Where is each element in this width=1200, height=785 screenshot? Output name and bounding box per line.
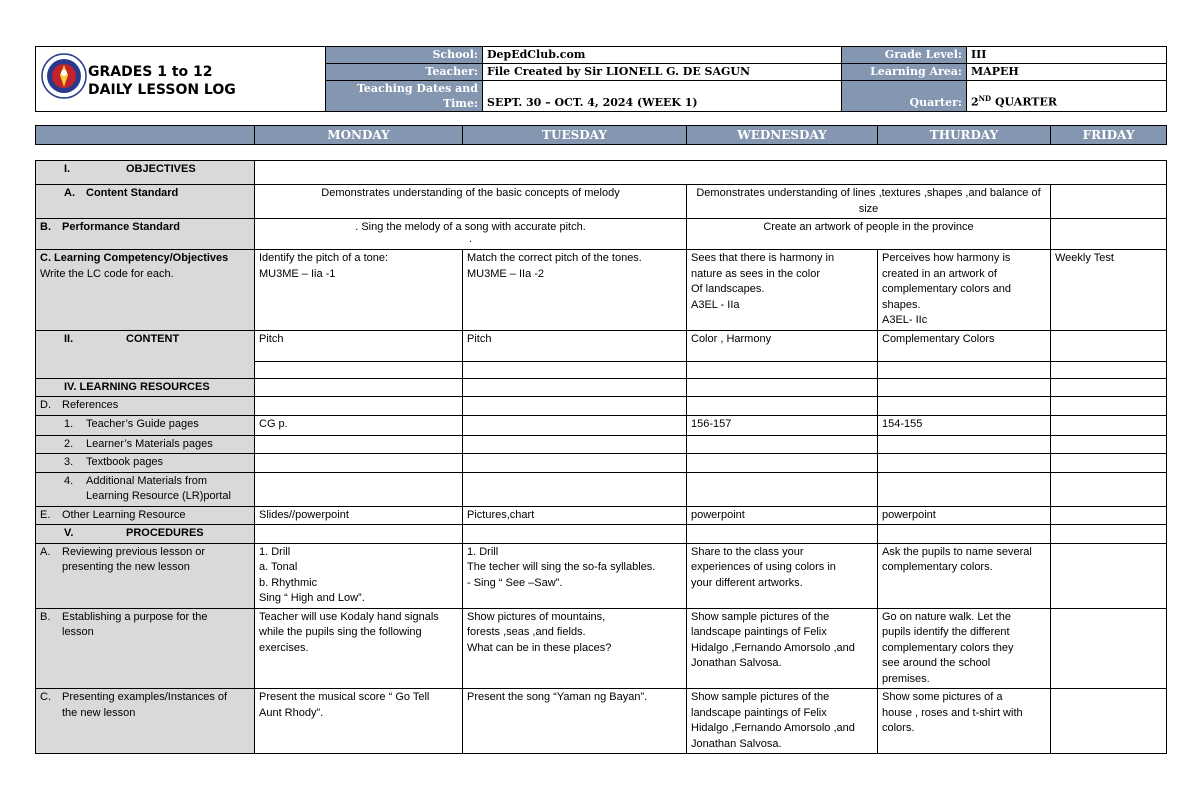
row-competency-label: C. Learning Competency/Objectives Write the LC code for each. (36, 250, 255, 331)
competency-wed: Sees that there is harmony in nature as sees in the color Of landscapes. A3EL - IIa (687, 250, 878, 331)
performance-standard-fri (1051, 219, 1167, 250)
row-additional-materials-label: 4. Additional Materials from Learning Resource (LR)portal (36, 472, 255, 506)
proc-a-mon: 1. Drill a. Tonal b. Rhythmic Sing “ High and Low”. (255, 543, 463, 608)
row-proc-b-label: B. Establishing a purpose for the lesson (36, 608, 255, 689)
teacher-label: Teacher: (326, 64, 483, 81)
row-content-standard-label: A. Content Standard (36, 185, 255, 219)
title-line-2: DAILY LESSON LOG (88, 82, 236, 98)
days-header (35, 125, 1167, 145)
competency-fri: Weekly Test (1051, 250, 1167, 331)
dates-value: SEPT. 30 – OCT. 4, 2024 (WEEK 1) (483, 81, 842, 112)
row-content-label: II. CONTENT (36, 330, 255, 378)
area-value: MAPEH (967, 64, 1167, 81)
day-tuesday: TUESDAY (463, 126, 687, 145)
proc-b-wed: Show sample pictures of the landscape paintings of Felix Hidalgo ,Fernando Amorsolo ,and Jonathan Salvosa. (687, 608, 878, 689)
content-standard-wed-thu: Demonstrates understanding of lines ,textures ,shapes ,and balance of size (687, 185, 1051, 219)
proc-a-thu: Ask the pupils to name several complementary colors. (878, 543, 1051, 608)
header-brand (36, 47, 326, 112)
row-teachers-guide-label: 1. Teacher’s Guide pages (36, 415, 255, 435)
content-standard-fri (1051, 185, 1167, 219)
area-label: Learning Area: (842, 64, 967, 81)
performance-standard-mon-tue: . Sing the melody of a song with accurate pitch. . (255, 219, 687, 250)
row-other-resources-label: E. Other Learning Resource (36, 506, 255, 525)
row-learners-materials-label: 2. Learner’s Materials pages (36, 435, 255, 454)
content-standard-mon-tue: Demonstrates understanding of the basic concepts of melody (255, 185, 687, 219)
page-title (88, 63, 236, 99)
content-tue: Pitch (463, 330, 687, 361)
competency-tue: Match the correct pitch of the tones. MU3ME – IIa -2 (463, 250, 687, 331)
teacher-value: File Created by Sir LIONELL G. DE SAGUN (483, 64, 842, 81)
row-references-label: D. References (36, 397, 255, 416)
days-corner (36, 126, 255, 145)
deped-seal-icon (41, 53, 87, 99)
proc-c-mon: Present the musical score “ Go Tell Aunt Rhody”. (255, 689, 463, 754)
content-wed: Color , Harmony (687, 330, 878, 361)
header-table (35, 46, 1167, 112)
row-objectives-body (255, 161, 1167, 185)
day-thursday: THURDAY (878, 126, 1051, 145)
other-thu: powerpoint (878, 506, 1051, 525)
quarter-label: Quarter: (842, 81, 967, 112)
proc-a-wed: Share to the class your experiences of using colors in your different artworks. (687, 543, 878, 608)
proc-b-tue: Show pictures of mountains, forests ,seas ,and fields. What can be in these places? (463, 608, 687, 689)
quarter-value: 2ND QUARTER (967, 81, 1167, 112)
day-wednesday: WEDNESDAY (687, 126, 878, 145)
tg-thu: 154-155 (878, 415, 1051, 435)
proc-b-mon: Teacher will use Kodaly hand signals while the pupils sing the following exercises. (255, 608, 463, 689)
other-tue: Pictures,chart (463, 506, 687, 525)
row-objectives-label: I. OBJECTIVES (36, 161, 255, 185)
other-mon: Slides//powerpoint (255, 506, 463, 525)
proc-c-wed: Show sample pictures of the landscape paintings of Felix Hidalgo ,Fernando Amorsolo ,and Jonathan Salvosa. (687, 689, 878, 754)
school-value: DepEdClub.com (483, 47, 842, 64)
day-monday: MONDAY (255, 126, 463, 145)
row-textbook-label: 3. Textbook pages (36, 454, 255, 473)
dates-label: Teaching Dates and Time: (326, 81, 483, 112)
lesson-log-table (35, 160, 1167, 754)
competency-thu: Perceives how harmony is created in an artwork of complementary colors and shapes. A3EL- IIc (878, 250, 1051, 331)
content-thu: Complementary Colors (878, 330, 1051, 361)
proc-b-thu: Go on nature walk. Let the pupils identify the different complementary colors they see around the school premises. (878, 608, 1051, 689)
grade-label: Grade Level: (842, 47, 967, 64)
proc-c-tue: Present the song “Yaman ng Bayan”. (463, 689, 687, 754)
performance-standard-wed-thu: Create an artwork of people in the province (687, 219, 1051, 250)
title-line-1: GRADES 1 to 12 (88, 64, 213, 80)
tg-wed: 156-157 (687, 415, 878, 435)
row-performance-standard-label: B. Performance Standard (36, 219, 255, 250)
grade-value: III (967, 47, 1167, 64)
proc-a-tue: 1. Drill The techer will sing the so-fa syllables. - Sing “ See –Saw”. (463, 543, 687, 608)
proc-c-thu: Show some pictures of a house , roses and t-shirt with colors. (878, 689, 1051, 754)
row-procedures-label: V. PROCEDURES (36, 525, 255, 544)
row-proc-a-label: A. Reviewing previous lesson or presenting the new lesson (36, 543, 255, 608)
row-learning-resources-label: IV. LEARNING RESOURCES (36, 378, 255, 397)
day-friday: FRIDAY (1051, 126, 1167, 145)
tg-mon: CG p. (255, 415, 463, 435)
content-fri (1051, 330, 1167, 361)
other-wed: powerpoint (687, 506, 878, 525)
content-mon: Pitch (255, 330, 463, 361)
competency-mon: Identify the pitch of a tone: MU3ME – Iia -1 (255, 250, 463, 331)
school-label: School: (326, 47, 483, 64)
row-proc-c-label: C. Presenting examples/Instances of the new lesson (36, 689, 255, 754)
